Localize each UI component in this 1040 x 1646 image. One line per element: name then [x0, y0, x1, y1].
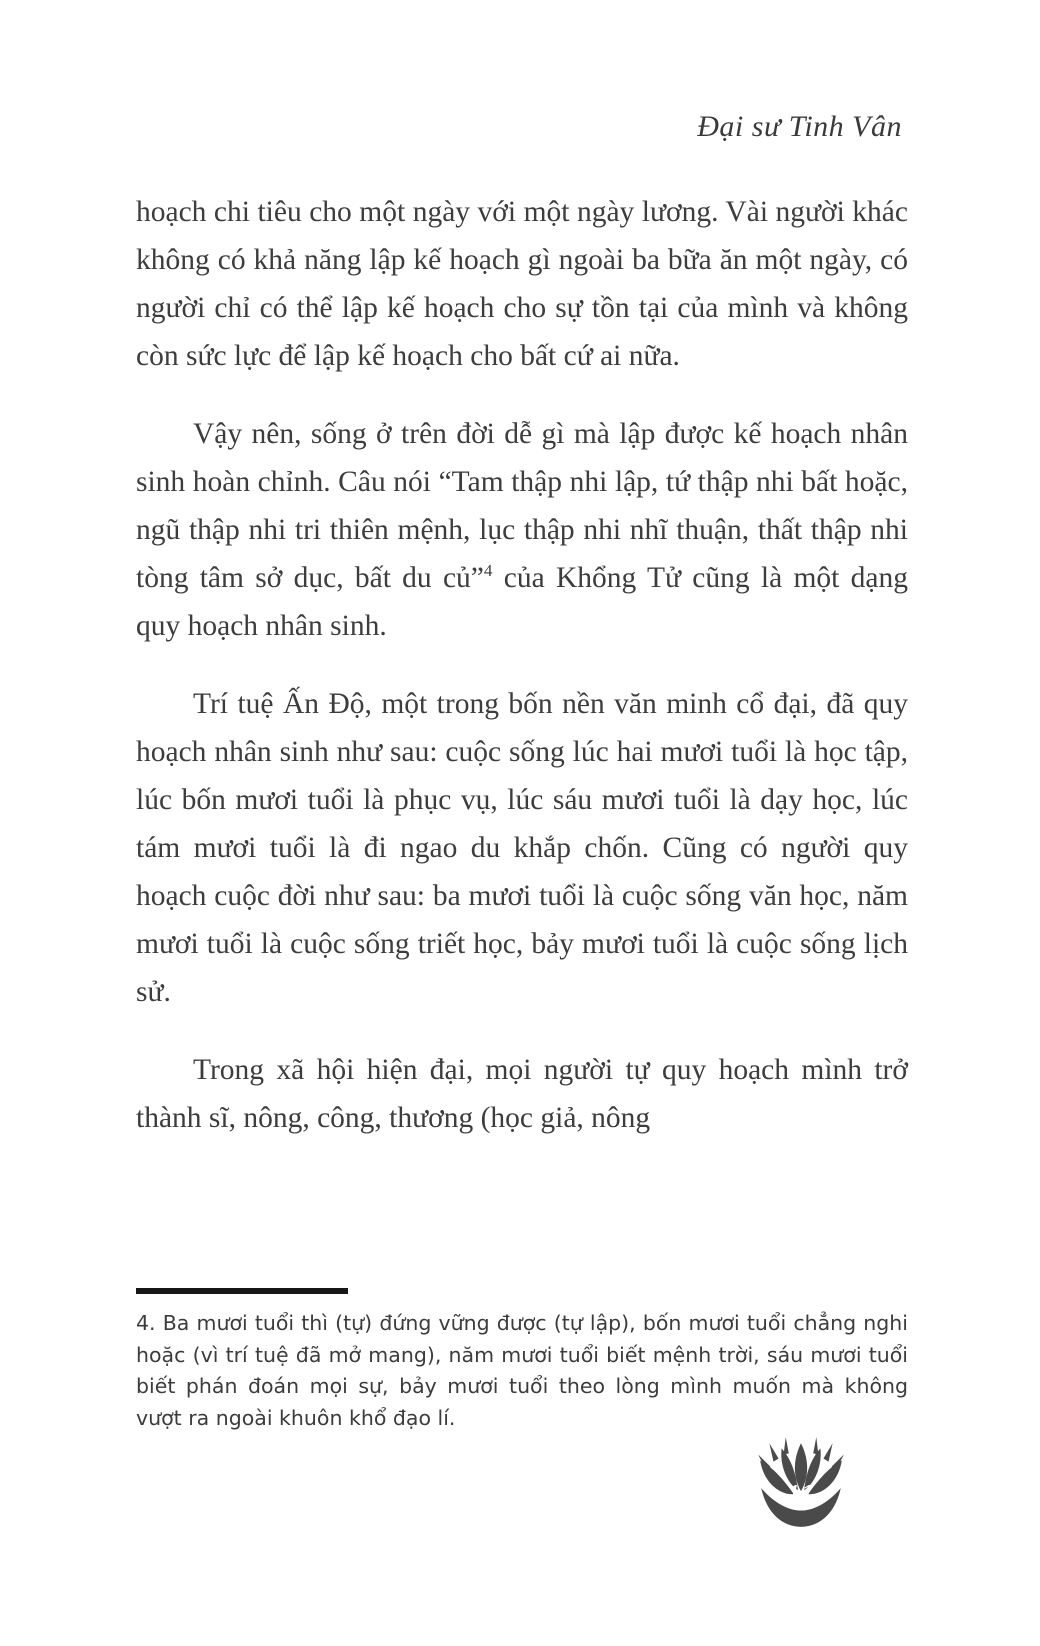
- paragraph-text: Vậy nên, sống ở trên đời dễ gì mà lập được kế hoạch nhân sinh hoàn chỉnh. Câu nói “Tam thập nhi lập, tứ thập nhi bất hoặc, ngũ thập nhi tri thiên mệnh, lục thập nhi nhĩ thuận, thất thập nhi tòng tâm sở dục, bất du củ”: [136, 418, 908, 594]
- running-header: Đại sư Tinh Vân: [697, 110, 902, 143]
- footnote-rule: [136, 1288, 348, 1294]
- page-content: [136, 188, 908, 1172]
- page-number: 11: [787, 1482, 815, 1506]
- paragraph-text: của Khổng Tử cũng là một dạng quy hoạch nhân sinh.: [136, 562, 908, 642]
- footnote-text: 4. Ba mươi tuổi thì (tự) đứng vững được (tự lập), bốn mươi tuổi chẳng nghi hoặc (vì trí tuệ đã mở mang), năm mươi tuổi biết mệnh trời, sáu mươi tuổi biết phán đoán mọi sự, bảy mươi tuổi theo lòng mình muốn mà không vượt ra ngoài khuôn khổ đạo lí.: [136, 1311, 908, 1430]
- body-paragraph: Trong xã hội hiện đại, mọi người tự quy hoạch mình trở thành sĩ, nông, công, thương (học giả, nông: [136, 1054, 908, 1134]
- body-paragraph: Trí tuệ Ấn Độ, một trong bốn nền văn minh cổ đại, đã quy hoạch nhân sinh như sau: cuộc sống lúc hai mươi tuổi là học tập, lúc bốn mươi tuổi là phục vụ, lúc sáu mươi tuổi là dạy học, lúc tám mươi tuổi là đi ngao du khắp chốn. Cũng có người quy hoạch cuộc đời như sau: ba mươi tuổi là cuộc sống văn học, năm mươi tuổi là cuộc sống triết học, bảy mươi tuổi là cuộc sống lịch sử.: [136, 688, 908, 1008]
- footnote-block: [136, 1288, 908, 1434]
- publisher-logo: [750, 1436, 852, 1530]
- footnote-reference: 4: [483, 561, 493, 581]
- body-paragraph: hoạch chi tiêu cho một ngày với một ngày lương. Vài người khác không có khả năng lập kế hoạch gì ngoài ba bữa ăn một ngày, có người chỉ có thể lập kế hoạch cho sự tồn tại của mình và không còn sức lực để lập kế hoạch cho bất cứ ai nữa.: [136, 196, 908, 372]
- body-paragraph: [136, 410, 908, 650]
